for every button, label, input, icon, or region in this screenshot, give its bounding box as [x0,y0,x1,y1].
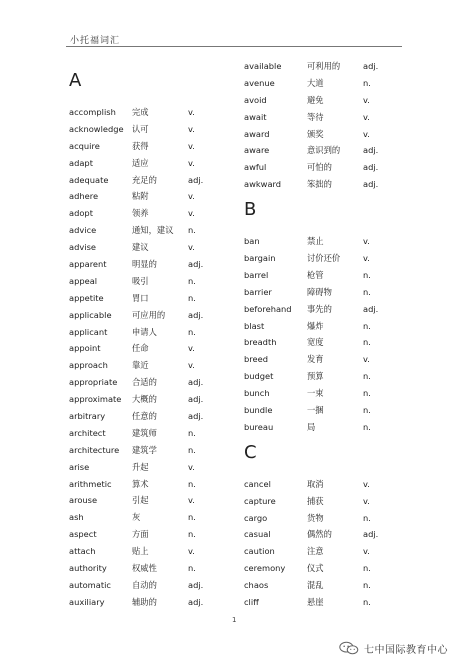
entries-c-list [244,476,414,611]
vocab-entry [69,560,239,577]
vocab-meaning: 引起 [132,495,149,506]
vocab-word: applicant [69,326,108,337]
vocab-meaning: 笨拙的 [307,179,332,190]
vocab-part-of-speech: v. [188,343,195,354]
vocab-entry [69,357,239,374]
vocab-entry [244,267,414,284]
vocab-meaning: 领养 [132,208,149,219]
vocab-entry [244,301,414,318]
vocab-entry [244,318,414,335]
vocab-word: arise [69,461,90,472]
vocab-meaning: 仪式 [307,563,324,574]
vocab-meaning: 宽度 [307,337,324,348]
vocab-part-of-speech: adj. [188,309,204,320]
vocab-word: adhere [69,191,99,202]
vocab-part-of-speech: v. [188,242,195,253]
vocab-meaning: 禁止 [307,236,324,247]
vocab-entry [69,138,239,155]
vocab-word: approximate [69,394,122,405]
vocab-word: ash [69,512,84,523]
vocab-word: approach [69,360,108,371]
vocab-meaning: 局 [307,421,316,432]
vocab-part-of-speech: n. [188,225,196,236]
vocab-meaning: 障碍物 [307,286,332,297]
vocab-meaning: 明显的 [132,259,157,270]
watermark-text: 七中国际教育中心 [364,644,448,656]
vocab-meaning: 方面 [132,529,149,540]
vocab-word: architect [69,427,106,438]
vocab-entry [244,526,414,543]
vocab-word: bundle [244,405,273,416]
vocab-entry [244,510,414,527]
vocab-meaning: 粘附 [132,191,149,202]
vocab-meaning: 贴上 [132,546,149,557]
vocab-entry [244,493,414,510]
vocab-word: appropriate [69,377,118,388]
vocab-part-of-speech: v. [188,546,195,557]
vocab-part-of-speech: n. [363,580,371,591]
vocab-word: apparent [69,259,107,270]
page-number: 1 [232,616,237,624]
vocab-part-of-speech: v. [188,107,195,117]
vocab-meaning: 权威性 [132,563,157,574]
entries-a-continued-list [244,58,414,193]
vocab-entry [244,250,414,267]
vocab-part-of-speech: v. [363,111,370,122]
vocab-entry [69,459,239,476]
vocab-part-of-speech: n. [363,405,371,416]
vocab-word: capture [244,495,276,506]
vocab-meaning: 申请人 [132,326,157,337]
vocab-meaning: 建议 [132,242,149,253]
section-letter-b: B [244,199,257,221]
vocab-word: aspect [69,529,97,540]
vocab-entry [69,492,239,509]
vocab-meaning: 悬崖 [307,597,324,608]
vocab-word: appeal [69,275,98,286]
vocab-entry [244,385,414,402]
watermark [338,640,448,656]
vocab-word: automatic [69,579,111,590]
vocab-part-of-speech: n. [363,77,371,88]
vocab-word: acknowledge [69,123,124,134]
vocab-word: ban [244,236,260,247]
vocab-word: attach [69,546,96,557]
vocab-entry [244,109,414,126]
vocab-word: budget [244,371,274,382]
vocab-entry [69,273,239,290]
vocab-meaning: 事先的 [307,303,332,314]
vocab-meaning: 辅助的 [132,596,157,607]
vocab-entry [244,368,414,385]
vocab-meaning: 混乱 [307,580,324,591]
vocab-part-of-speech: v. [188,191,195,202]
vocab-word: cliff [244,597,259,608]
vocab-entry [69,425,239,442]
vocab-entry [69,104,239,121]
vocab-part-of-speech: n. [188,512,196,523]
vocab-part-of-speech: n. [363,269,371,280]
vocab-part-of-speech: adj. [363,61,379,71]
vocab-meaning: 大道 [307,77,324,88]
vocab-entry [69,121,239,138]
vocab-word: bargain [244,253,276,264]
vocab-part-of-speech: n. [188,427,196,438]
vocab-entry [69,239,239,256]
header-divider [66,46,402,47]
vocab-part-of-speech: n. [363,286,371,297]
vocab-entry [69,324,239,341]
vocab-word: beforehand [244,303,292,314]
vocab-entry [69,188,239,205]
vocab-meaning: 胃口 [132,292,149,303]
vocab-part-of-speech: v. [363,546,370,557]
document-header-title: 小托福词汇 [70,36,121,46]
vocab-part-of-speech: n. [363,512,371,523]
vocab-meaning: 大概的 [132,394,157,405]
vocab-meaning: 任意的 [132,411,157,422]
vocab-word: arithmetic [69,478,112,489]
vocab-word: bureau [244,421,274,432]
section-letter-a: A [69,70,82,91]
vocab-meaning: 枪管 [307,269,324,280]
vocab-meaning: 升起 [132,461,149,472]
vocab-word: aware [244,145,270,156]
entries-a-list [69,104,239,611]
vocab-entry [244,126,414,143]
vocab-part-of-speech: n. [188,292,196,303]
vocab-part-of-speech: n. [363,388,371,399]
vocab-entry [69,374,239,391]
vocab-part-of-speech: v. [363,253,370,264]
vocab-part-of-speech: n. [188,563,196,574]
vocab-part-of-speech: v. [188,495,195,506]
vocab-word: ceremony [244,563,286,574]
vocab-word: adopt [69,208,93,219]
vocab-part-of-speech: v. [188,157,195,168]
vocab-word: arbitrary [69,411,106,422]
vocab-word: applicable [69,309,112,320]
vocab-word: adequate [69,174,109,185]
vocab-meaning: 注意 [307,546,324,557]
vocab-entry [244,142,414,159]
vocab-part-of-speech: v. [363,354,370,365]
vocab-word: await [244,111,267,122]
vocab-meaning: 任命 [132,343,149,354]
vocab-part-of-speech: n. [188,529,196,540]
vocab-entry [69,543,239,560]
vocab-entry [244,92,414,109]
vocab-word: breed [244,354,268,365]
vocab-part-of-speech: adj. [363,529,379,540]
vocab-entry [244,402,414,419]
vocab-meaning: 可应用的 [132,309,166,320]
vocab-part-of-speech: adj. [363,162,379,173]
vocab-meaning: 完成 [132,107,149,117]
vocab-meaning: 吸引 [132,275,149,286]
vocab-meaning: 获得 [132,140,149,151]
vocab-part-of-speech: adj. [188,596,204,607]
vocab-entry [69,290,239,307]
vocab-entry [69,256,239,273]
vocab-word: available [244,61,282,71]
vocab-meaning: 捕获 [307,495,324,506]
vocab-meaning: 靠近 [132,360,149,371]
vocab-entry [69,577,239,594]
vocab-entry [69,307,239,324]
vocab-entry [244,334,414,351]
vocab-word: cargo [244,512,268,523]
vocab-entry [244,159,414,176]
vocab-word: appetite [69,292,104,303]
vocab-entry [244,233,414,250]
vocab-meaning: 发育 [307,354,324,365]
vocab-meaning: 可利用的 [307,61,341,71]
vocab-entry [69,476,239,493]
vocab-part-of-speech: adj. [188,394,204,405]
vocab-meaning: 合适的 [132,377,157,388]
vocab-meaning: 颁奖 [307,128,324,139]
vocab-entry [69,408,239,425]
vocab-meaning: 货物 [307,512,324,523]
vocab-part-of-speech: v. [363,478,370,489]
vocab-meaning: 意识到的 [307,145,341,156]
vocab-word: bunch [244,388,270,399]
vocab-part-of-speech: adj. [188,174,204,185]
vocab-meaning: 一束 [307,388,324,399]
vocab-word: acquire [69,140,100,151]
vocab-part-of-speech: v. [188,360,195,371]
vocab-meaning: 一捆 [307,405,324,416]
vocab-entry [244,577,414,594]
vocab-word: architecture [69,444,120,455]
vocab-meaning: 取消 [307,478,324,489]
vocab-part-of-speech: n. [363,320,371,331]
vocab-meaning: 可怕的 [307,162,332,173]
vocab-part-of-speech: n. [363,371,371,382]
vocab-meaning: 自动的 [132,579,157,590]
vocab-word: adapt [69,157,93,168]
wechat-icon [338,641,360,655]
vocab-part-of-speech: n. [188,326,196,337]
vocab-part-of-speech: v. [363,495,370,506]
vocab-entry [69,442,239,459]
vocab-part-of-speech: v. [363,236,370,247]
vocab-entry [244,419,414,436]
vocab-part-of-speech: v. [363,128,370,139]
vocab-word: award [244,128,270,139]
vocab-meaning: 讨价还价 [307,253,341,264]
vocab-word: auxiliary [69,596,105,607]
vocab-entry [244,543,414,560]
vocab-meaning: 充足的 [132,174,157,185]
vocab-meaning: 灰 [132,512,141,523]
vocab-entry [244,58,414,75]
vocab-word: awkward [244,179,282,190]
vocab-word: cancel [244,478,271,489]
vocab-word: avenue [244,77,275,88]
vocab-meaning: 通知，建议 [132,225,174,236]
vocab-part-of-speech: n. [188,444,196,455]
right-column [244,58,414,611]
vocab-meaning: 算术 [132,478,149,489]
vocab-part-of-speech: n. [363,421,371,432]
vocab-part-of-speech: adj. [188,411,204,422]
vocab-word: barrier [244,286,272,297]
vocab-entry [69,172,239,189]
vocab-part-of-speech: n. [188,275,196,286]
vocab-part-of-speech: adj. [188,259,204,270]
vocab-part-of-speech: adj. [188,579,204,590]
vocab-entry [69,340,239,357]
vocab-part-of-speech: adj. [363,303,379,314]
vocab-part-of-speech: v. [188,140,195,151]
vocab-word: authority [69,563,107,574]
left-column [69,68,239,611]
vocab-word: caution [244,546,275,557]
vocab-part-of-speech: v. [188,208,195,219]
vocab-meaning: 等待 [307,111,324,122]
vocab-entry [69,509,239,526]
vocab-word: avoid [244,94,267,105]
vocab-part-of-speech: v. [363,94,370,105]
vocab-meaning: 适应 [132,157,149,168]
vocab-meaning: 认可 [132,123,149,134]
vocab-entry [244,560,414,577]
vocab-entry [244,75,414,92]
vocab-word: awful [244,162,267,173]
vocab-part-of-speech: adj. [363,145,379,156]
vocab-word: arouse [69,495,98,506]
vocab-entry [69,526,239,543]
vocab-meaning: 建筑师 [132,427,157,438]
vocab-word: blast [244,320,265,331]
vocab-entry [69,205,239,222]
vocab-word: advice [69,225,97,236]
vocab-part-of-speech: n. [363,337,371,348]
vocab-part-of-speech: v. [188,461,195,472]
vocab-entry [244,351,414,368]
vocab-part-of-speech: adj. [188,377,204,388]
vocab-entry [69,391,239,408]
vocab-meaning: 预算 [307,371,324,382]
vocab-entry [244,284,414,301]
vocab-part-of-speech: v. [188,123,195,134]
vocab-entry [244,594,414,611]
vocab-word: accomplish [69,107,116,117]
vocab-meaning: 建筑学 [132,444,157,455]
vocab-entry [244,476,414,493]
vocab-entry [244,176,414,193]
vocab-entry [69,155,239,172]
entries-b-list [244,233,414,436]
vocab-word: chaos [244,580,269,591]
vocab-word: casual [244,529,271,540]
vocab-part-of-speech: n. [363,597,371,608]
vocab-meaning: 偶然的 [307,529,332,540]
vocab-word: appoint [69,343,101,354]
vocab-part-of-speech: n. [363,563,371,574]
section-letter-c: C [244,441,257,463]
vocab-entry [69,222,239,239]
vocab-word: barrel [244,269,269,280]
vocab-word: breadth [244,337,277,348]
vocab-word: advise [69,242,96,253]
vocab-meaning: 爆炸 [307,320,324,331]
vocab-part-of-speech: n. [188,478,196,489]
vocab-entry [69,594,239,611]
vocab-part-of-speech: adj. [363,179,379,190]
vocab-meaning: 避免 [307,94,324,105]
